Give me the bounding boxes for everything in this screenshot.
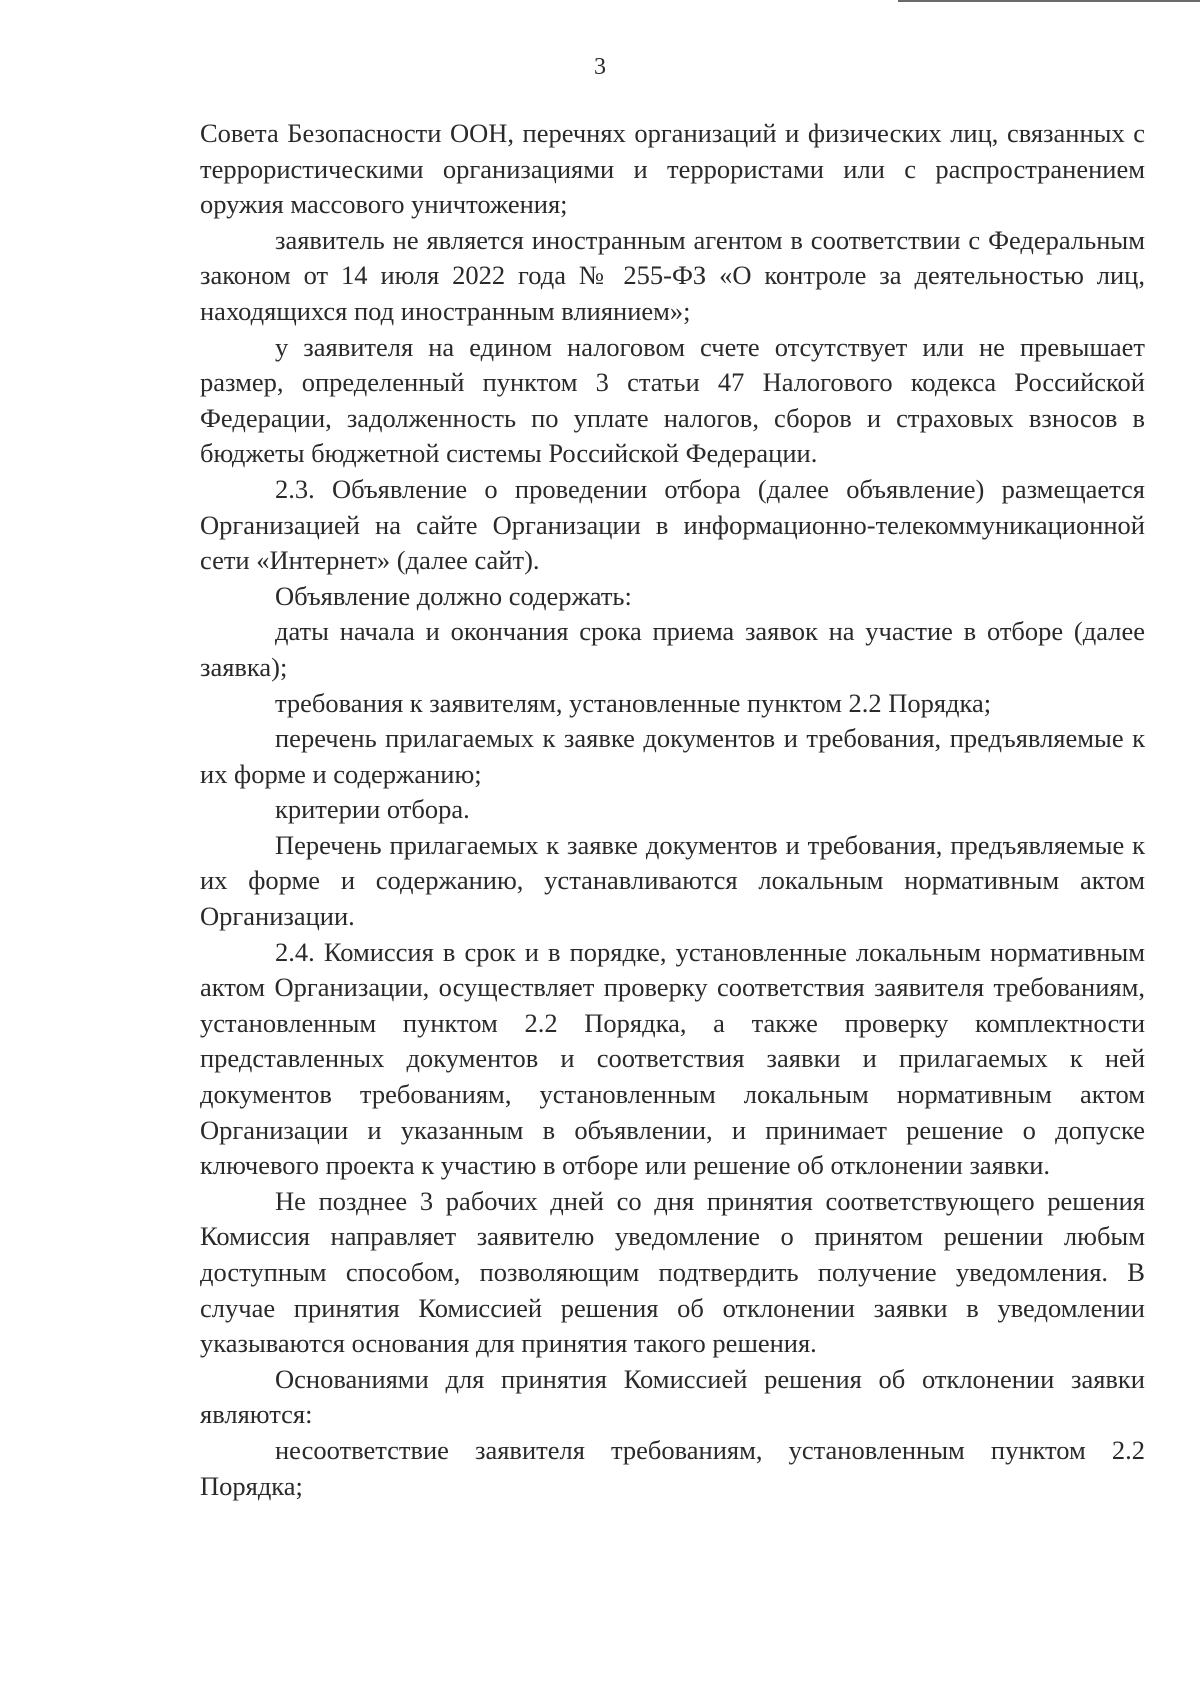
- paragraph: Объявление должно содержать:: [275, 580, 632, 611]
- paragraph: у заявителя на едином налоговом счете отсутствует или не превышает размер, определенный пунктом 3 статьи 47 Налогового кодекса Российской Федерации, задолженность по уплате налогов, сборов и страховых взносов в бюджеты бюджетной системы Российской Федерации.: [200, 331, 1145, 469]
- document-body: [200, 116, 1145, 1504]
- paragraph: Не позднее 3 рабочих дней со дня принятия соответствующего решения Комиссия направляет заявителю уведомление о принятом решении любым доступным способом, позволяющим подтвердить получение уведомления. В случае принятия Комиссией решения об отклонении заявки в уведомлении указываются основания для принятия такого решения.: [200, 1185, 1145, 1359]
- top-edge-rule: [898, 0, 1200, 2]
- paragraph-section-2-4: 2.4. Комиссия в срок и в порядке, установленные локальным нормативным актом Организации, осуществляет проверку соответствия заявителя требованиям, установленным пунктом 2.2 Порядка, а также проверку комплектности представленных документов и соответствия заявки и прилагаемых к ней документов требованиям, установленным локальным нормативным актом Организации и указанным в объявлении, и принимает решение о допуске ключевого проекта к участию в отборе или решение об отклонении заявки.: [200, 936, 1145, 1181]
- paragraph-continuation: Совета Безопасности ООН, перечнях организаций и физических лиц, связанных с террористическими организациями и террористами или с распространением оружия массового уничтожения;: [200, 118, 1145, 220]
- list-item: даты начала и окончания срока приема заявок на участие в отборе (далее заявка);: [200, 616, 1145, 682]
- list-item: перечень прилагаемых к заявке документов и требования, предъявляемые к их форме и содержанию;: [200, 723, 1145, 789]
- paragraph-section-2-3: 2.3. Объявление о проведении отбора (далее объявление) размещается Организацией на сайте Организации в информационно-телекоммуникационной сети «Интернет» (далее сайт).: [200, 473, 1145, 576]
- paragraph: Перечень прилагаемых к заявке документов и требования, предъявляемые к их форме и содержанию, устанавливаются локальным нормативным актом Организации.: [200, 829, 1145, 932]
- page-number: 3: [594, 54, 606, 80]
- list-item: несоответствие заявителя требованиям, установленным пунктом 2.2 Порядка;: [200, 1434, 1145, 1501]
- paragraph: заявитель не является иностранным агентом в соответствии с Федеральным законом от 14 июля 2022 года № 255-ФЗ «О контроле за деятельностью лиц, находящихся под иностранным влиянием»;: [200, 224, 1145, 326]
- list-item: критерии отбора.: [275, 794, 470, 825]
- list-item: требования к заявителям, установленные пунктом 2.2 Порядка;: [275, 687, 992, 718]
- paragraph: Основаниями для принятия Комиссией решения об отклонении заявки являются:: [200, 1363, 1145, 1430]
